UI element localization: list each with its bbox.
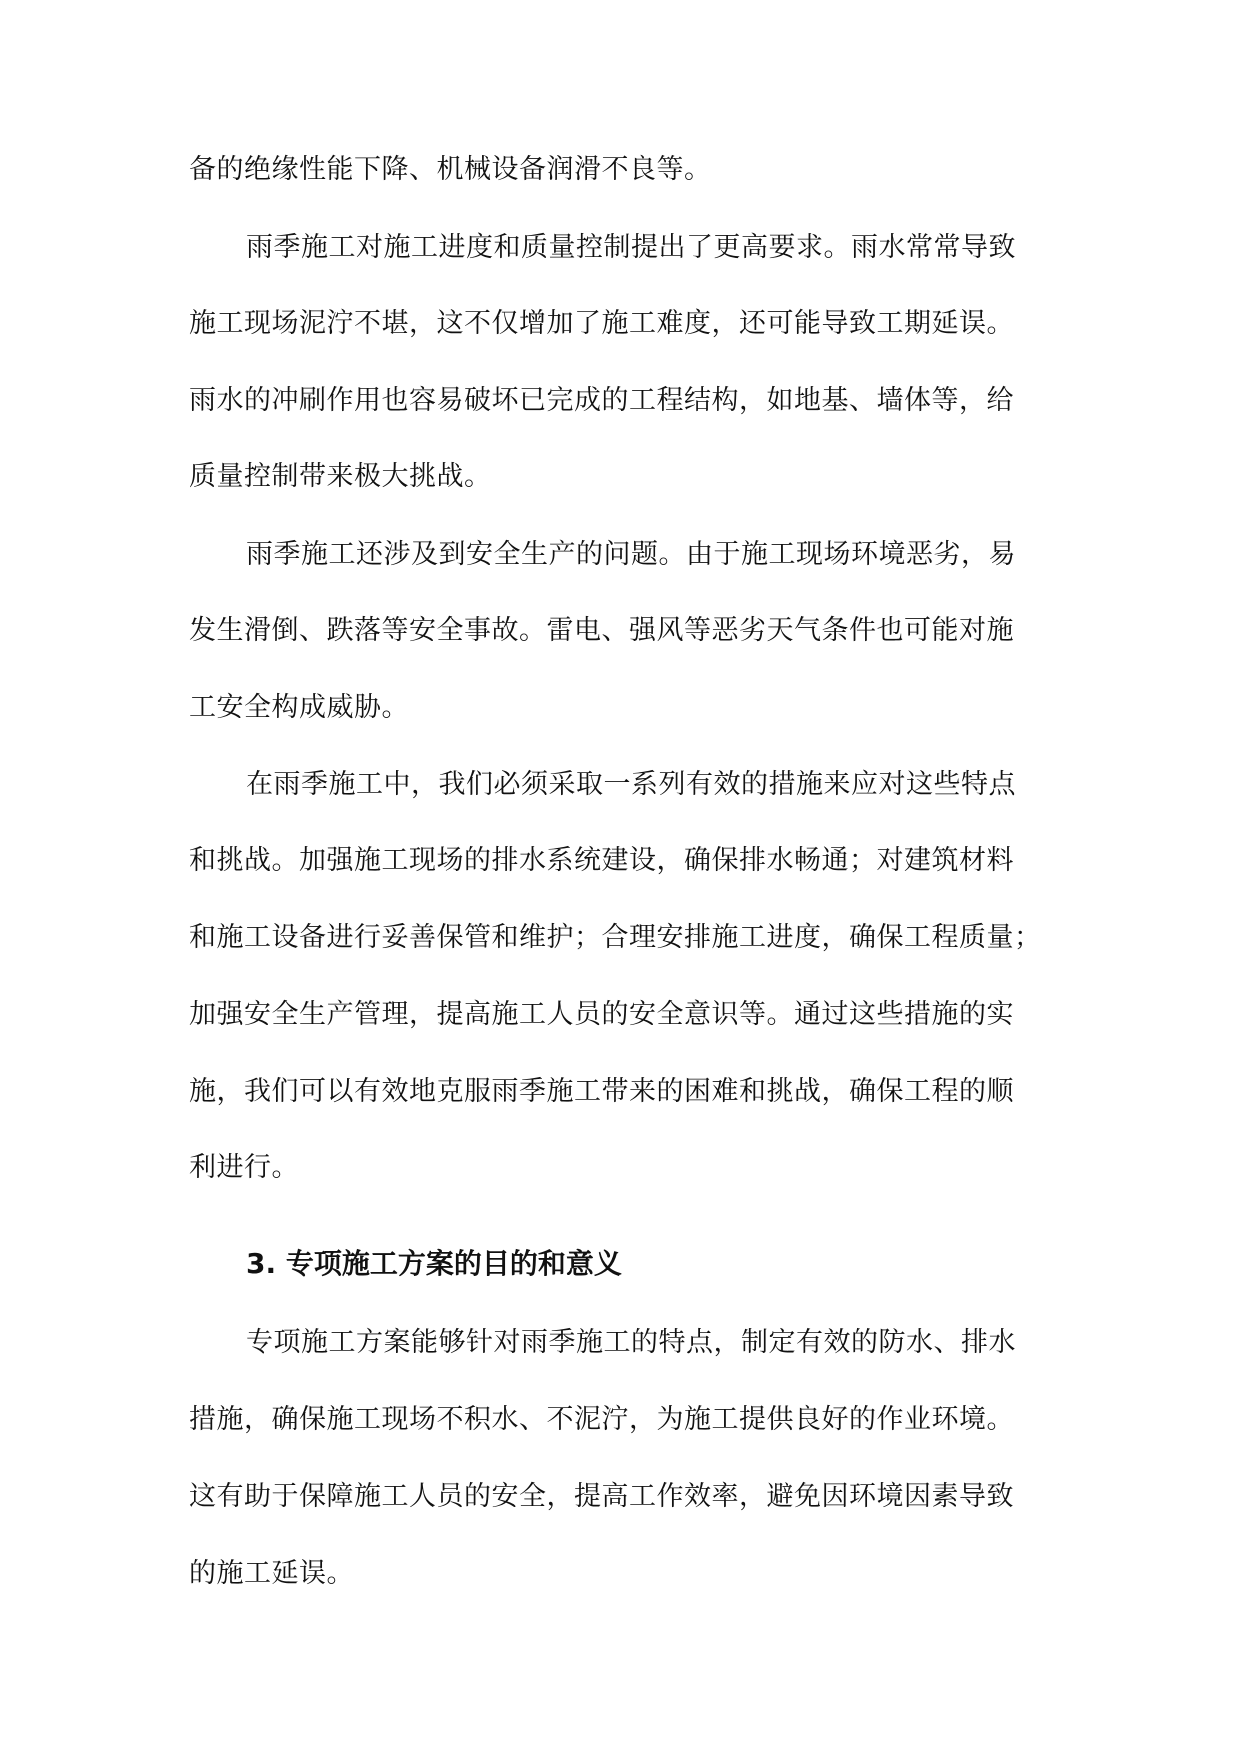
paragraph-line: 利进行。 — [189, 1152, 299, 1183]
paragraph-line: 专项施工方案能够针对雨季施工的特点，制定有效的防水、排水 — [246, 1327, 1016, 1358]
paragraph-line: 这有助于保障施工人员的安全，提高工作效率，避免因环境因素导致 — [189, 1481, 1014, 1512]
paragraph-line: 加强安全生产管理，提高施工人员的安全意识等。通过这些措施的实 — [189, 999, 1014, 1030]
paragraph-line: 发生滑倒、跌落等安全事故。雷电、强风等恶劣天气条件也可能对施 — [189, 615, 1014, 646]
paragraph-line: 雨季施工对施工进度和质量控制提出了更高要求。雨水常常导致 — [246, 232, 1016, 263]
paragraph-line: 和施工设备进行妥善保管和维护；合理安排施工进度，确保工程质量； — [189, 922, 1042, 953]
paragraph-line: 雨季施工还涉及到安全生产的问题。由于施工现场环境恶劣，易 — [246, 539, 1016, 570]
paragraph-line: 工安全构成威胁。 — [189, 692, 409, 723]
paragraph-line: 备的绝缘性能下降、机械设备润滑不良等。 — [189, 154, 712, 185]
paragraph-line: 施工现场泥泞不堪，这不仅增加了施工难度，还可能导致工期延误。 — [189, 308, 1014, 339]
paragraph-line: 雨水的冲刷作用也容易破坏已完成的工程结构，如地基、墙体等，给 — [189, 385, 1014, 416]
paragraph-line: 在雨季施工中，我们必须采取一系列有效的措施来应对这些特点 — [246, 769, 1016, 800]
paragraph-line: 的施工延误。 — [189, 1558, 354, 1589]
paragraph-line: 质量控制带来极大挑战。 — [189, 461, 492, 492]
paragraph-line: 施，我们可以有效地克服雨季施工带来的困难和挑战，确保工程的顺 — [189, 1076, 1014, 1107]
section-heading: 3. 专项施工方案的目的和意义 — [246, 1247, 622, 1280]
paragraph-line: 和挑战。加强施工现场的排水系统建设，确保排水畅通；对建筑材料 — [189, 845, 1014, 876]
paragraph-line: 措施，确保施工现场不积水、不泥泞，为施工提供良好的作业环境。 — [189, 1404, 1014, 1435]
